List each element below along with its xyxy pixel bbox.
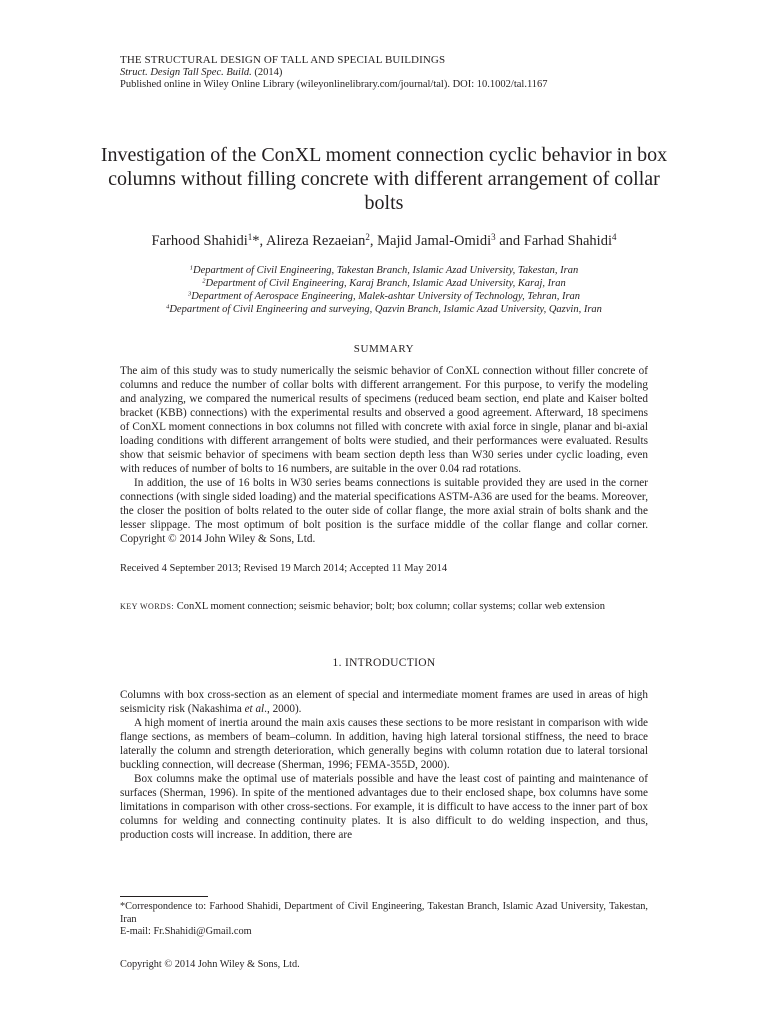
affiliation: $^4$Department of Civil Engineering and surveying, Qazvin Branch, Islamic Azad University, Qazvin, Iran <box>166 303 602 315</box>
author: Farhood Shahidi$^1$*, <box>151 232 266 249</box>
summary-heading: SUMMARY <box>353 343 415 355</box>
footnote-divider <box>120 896 208 897</box>
journal-abbrev: Struct. Design Tall Spec. Build. <box>120 67 252 78</box>
section-heading-introduction: 1. INTRODUCTION <box>332 657 436 669</box>
abstract-paragraph: The aim of this study was to study numerically the seismic behavior of ConXL connection without filler concrete of columns and reduce the number of collar bolts with different arrangement. For this purpose, to verify the modeling and analyzing, we compared the numerical results of specimens (reduced beam section, end plate and Kaiser bolted bracket (KBB) connections) with the experimental results and observed a good agreement. Afterward, 18 specimens of ConXL moment connections in box columns not filled with concrete with axial force in single, planar and bi-axial loading conditions with different arrangement of bolts were studied, and their performances were evaluated. Results show that seismic behavior of specimens with beam section depth less than W30 series under cyclic loading, even with reduces of number of bolts to 16 numbers, are suitable in the over 0.04 rad rotations. <box>120 365 648 475</box>
author-list <box>100 233 668 250</box>
affiliation: $^2$Department of Civil Engineering, Karaj Branch, Islamic Azad University, Karaj, Iran <box>202 277 566 289</box>
body-paragraph: Box columns make the optimal use of materials possible and have the least cost of painting and maintenance of surfaces (Sherman, 1996). In spite of the mentioned advantages due to their enclosed shape, box columns have some limitations in comparison with other cross-sections. For example, it is difficult to have access to the inner part of box columns for welding and connecting continuity plates. It is also difficult to do welding inspection, and thus, production costs will increase. In addition, there are <box>120 773 648 841</box>
keywords-label: KEY WORDS: <box>120 602 175 611</box>
keywords <box>120 601 605 612</box>
body-paragraph: Columns with box cross-section as an element of special and intermediate moment frames are used in areas of high seismicity risk (Nakashima et al., 2000). <box>120 689 648 715</box>
body-paragraph: A high moment of inertia around the main axis causes these sections to be more resistant in comparison with wide flange sections, as members of beam–column. In addition, having high lateral torsional stiffness, the need to brace laterally the column and strength deterioration, which generally begins with column rotation due to lateral torsional buckling connection, will decrease (Sherman, 1996; FEMA-355D, 2000). <box>120 717 648 771</box>
abstract-paragraph: In addition, the use of 16 bolts in W30 series beams connections is suitable provided they are used in the corner connections (with single sided loading) and the material specifications ASTM-A36 are used for the beams. Moreover, the closer the position of bolts related to the outer side of collar flange, the more axial strain of bolts shank and the lesser slippage. The most optimum of bolt position is the surface middle of the collar flange and collar corner. Copyright © 2014 John Wiley & Sons, Ltd. <box>120 477 648 545</box>
copyright-notice: Copyright © 2014 John Wiley & Sons, Ltd. <box>120 959 300 970</box>
published-line: Published online in Wiley Online Library (wileyonlinelibrary.com/journal/tal). DOI: 10.1002/tal.1167 <box>120 79 548 90</box>
received-dates: Received 4 September 2013; Revised 19 March 2014; Accepted 11 May 2014 <box>120 563 448 574</box>
author: Alireza Rezaeian$^2$, <box>265 232 378 249</box>
affiliation: $^3$Department of Aerospace Engineering, Malek-ashtar University of Technology, Tehran, Iran <box>187 290 581 302</box>
affiliation: $^1$Department of Civil Engineering, Takestan Branch, Islamic Azad University, Takestan, Iran <box>189 264 579 276</box>
journal-year: (2014) <box>254 67 283 78</box>
paper-title: Investigation of the ConXL moment connection cyclic behavior in box columns without filling concrete with different arrangement of collar bolts <box>100 144 668 214</box>
correspondence-text: *Correspondence to: Farhood Shahidi, Department of Civil Engineering, Takestan Branch, Islamic Azad University, Takestan, Iran <box>120 901 648 925</box>
journal-citation <box>120 67 282 78</box>
abstract <box>120 364 648 546</box>
keywords-text: ConXL moment connection; seismic behavior; bolt; box column; collar systems; collar web extension <box>176 601 606 612</box>
correspondence-email: E-mail: Fr.Shahidi@Gmail.com <box>120 926 252 937</box>
introduction-body <box>120 688 648 842</box>
author: Majid Jamal-Omidi$^3$ and <box>377 232 524 249</box>
author: Farhad Shahidi$^4$ <box>523 232 617 249</box>
correspondence-footnote <box>120 901 648 939</box>
journal-name: THE STRUCTURAL DESIGN OF TALL AND SPECIAL BUILDINGS <box>120 54 446 66</box>
